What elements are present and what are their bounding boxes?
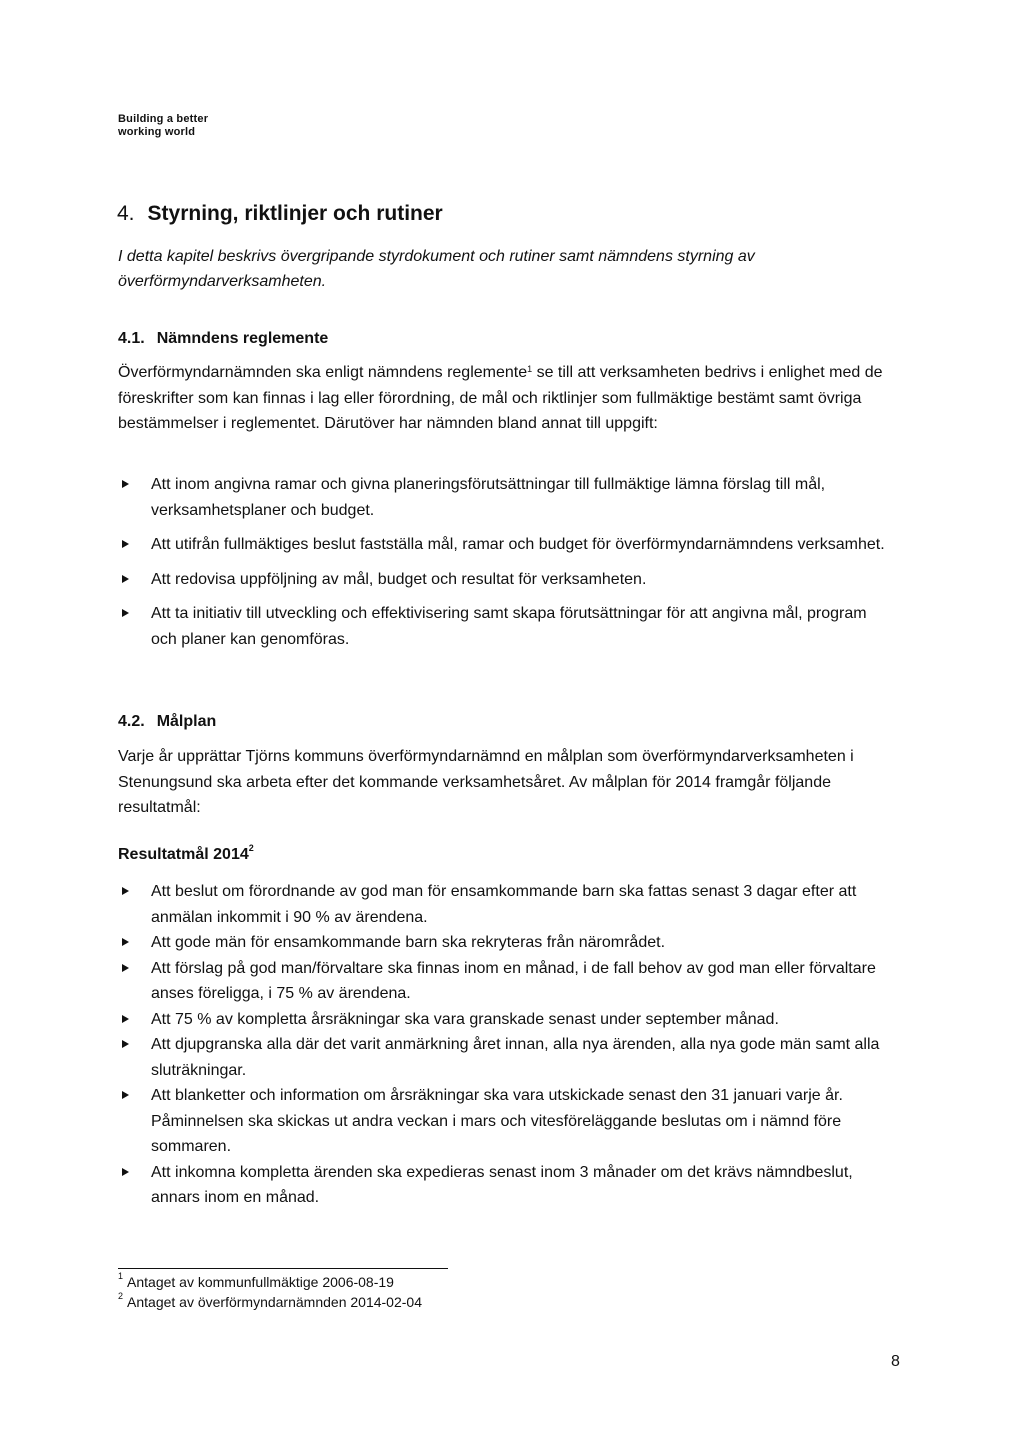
section-4-1-paragraph xyxy=(118,360,888,437)
footnote-1 xyxy=(118,1271,394,1290)
bullet-icon xyxy=(122,1040,129,1048)
subsection-title: Nämndens reglemente xyxy=(156,330,329,347)
page-number: 8 xyxy=(891,1353,900,1370)
section-intro: I detta kapitel beskrivs övergripande styrdokument och rutiner samt nämndens styrning av överförmyndarverksamheten. xyxy=(118,248,755,290)
list-item-text: Att gode män för ensamkommande barn ska rekryteras från närområdet. xyxy=(151,934,666,951)
tagline-line-1: Building a better xyxy=(118,113,209,125)
tagline-line-2: working world xyxy=(118,126,196,138)
bullet-icon xyxy=(122,540,129,548)
footnote-divider xyxy=(118,1268,448,1269)
footnote-text: Antaget av kommunfullmäktige 2006-08-19 xyxy=(127,1274,394,1290)
list-item xyxy=(118,930,888,956)
list-item-text: Att utifrån fullmäktiges beslut fastställa mål, ramar och budget för överförmyndarnämndens verksamhet. xyxy=(151,536,885,553)
list-item-text: Att beslut om förordnande av god man för ensamkommande barn ska fattas senast 3 dagar efter att anmälan inkommit i 90 % av ärendena. xyxy=(151,883,857,926)
list-item-text: Att ta initiativ till utveckling och effektivisering samt skapa förutsättningar för att angivna mål, program och planer kan genomföras. xyxy=(151,605,867,648)
bullet-icon xyxy=(122,938,129,946)
subsection-title: Målplan xyxy=(156,713,217,730)
footnote-mark: 1 xyxy=(118,1271,124,1281)
bullet-icon xyxy=(122,887,129,895)
results-heading-text: Resultatmål 2014 xyxy=(118,846,249,863)
list-item xyxy=(118,1007,888,1033)
section-title: Styrning, riktlinjer och rutiner xyxy=(147,202,443,225)
list-item xyxy=(118,567,888,593)
subsection-number: 4.2. xyxy=(118,713,145,730)
list-item-text: Att inkomna kompletta ärenden ska expedieras senast inom 3 månader om det krävs nämndbeslut, annars inom en månad. xyxy=(151,1163,853,1206)
list-item xyxy=(118,1083,888,1160)
results-heading xyxy=(118,843,254,864)
para-text-b: se till att verksamheten bedrivs i enlighet med de föreskrifter som kan finnas i lag eller förordning, de mål och riktlinjer som fullmäktige bestämt samt övriga bestämmelser i reglementet. Därutöver har nämnden bland annat till uppgift: xyxy=(118,364,883,432)
footnote-text: Antaget av överförmyndarnämnden 2014-02-04 xyxy=(127,1294,422,1310)
list-item xyxy=(118,532,888,558)
bullet-icon xyxy=(122,964,129,972)
brand-tagline xyxy=(118,113,208,139)
section-4-2-heading xyxy=(118,713,216,731)
section-4-heading xyxy=(117,202,443,226)
bullet-icon xyxy=(122,609,129,617)
list-item xyxy=(118,601,888,652)
footnote-ref-1: 1 xyxy=(527,364,533,374)
para-text-a: Överförmyndarnämnden ska enligt nämndens reglemente xyxy=(118,364,528,381)
section-number: 4. xyxy=(117,202,135,225)
list-item xyxy=(118,1032,888,1083)
list-item xyxy=(118,879,888,930)
duties-list xyxy=(118,472,888,661)
list-item-text: Att djupgranska alla där det varit anmärkning året innan, alla nya ärenden, alla nya gode män samt alla sluträkningar. xyxy=(151,1036,880,1079)
footnote-ref-2: 2 xyxy=(248,843,254,853)
list-item-text: Att 75 % av kompletta årsräkningar ska vara granskade senast under september månad. xyxy=(151,1010,779,1028)
list-item-text: Att redovisa uppföljning av mål, budget och resultat för verksamheten. xyxy=(151,570,647,588)
footnote-mark: 2 xyxy=(118,1291,124,1301)
list-item xyxy=(118,956,888,1007)
list-item xyxy=(118,1160,888,1211)
list-item-text: Att blanketter och information om årsräkningar ska vara utskickade senast den 31 januari varje år. Påminnelsen ska skickas ut andra veckan i mars och vitesföreläggande beslutas om i nämnd före sommaren. xyxy=(151,1087,843,1155)
section-4-2-paragraph: Varje år upprättar Tjörns kommuns överförmyndarnämnd en målplan som överförmyndarverksamheten i Stenungsund ska arbeta efter det kommande verksamhetsåret. Av målplan för 2014 framgår följande resultatmål: xyxy=(118,748,854,816)
section-4-1-heading xyxy=(118,330,328,348)
footnote-2 xyxy=(118,1291,422,1310)
list-item-text: Att förslag på god man/förvaltare ska finnas inom en månad, i de fall behov av god man eller förvaltare anses föreligga, i 75 % av ärendena. xyxy=(151,959,876,1002)
bullet-icon xyxy=(122,480,129,488)
bullet-icon xyxy=(122,1091,129,1099)
list-item xyxy=(118,472,888,523)
subsection-number: 4.1. xyxy=(118,330,145,347)
bullet-icon xyxy=(122,575,129,583)
bullet-icon xyxy=(122,1168,129,1176)
list-item-text: Att inom angivna ramar och givna planeringsförutsättningar till fullmäktige lämna förslag till mål, verksamhetsplaner och budget. xyxy=(151,476,826,519)
results-list xyxy=(118,879,888,1211)
bullet-icon xyxy=(122,1015,129,1023)
